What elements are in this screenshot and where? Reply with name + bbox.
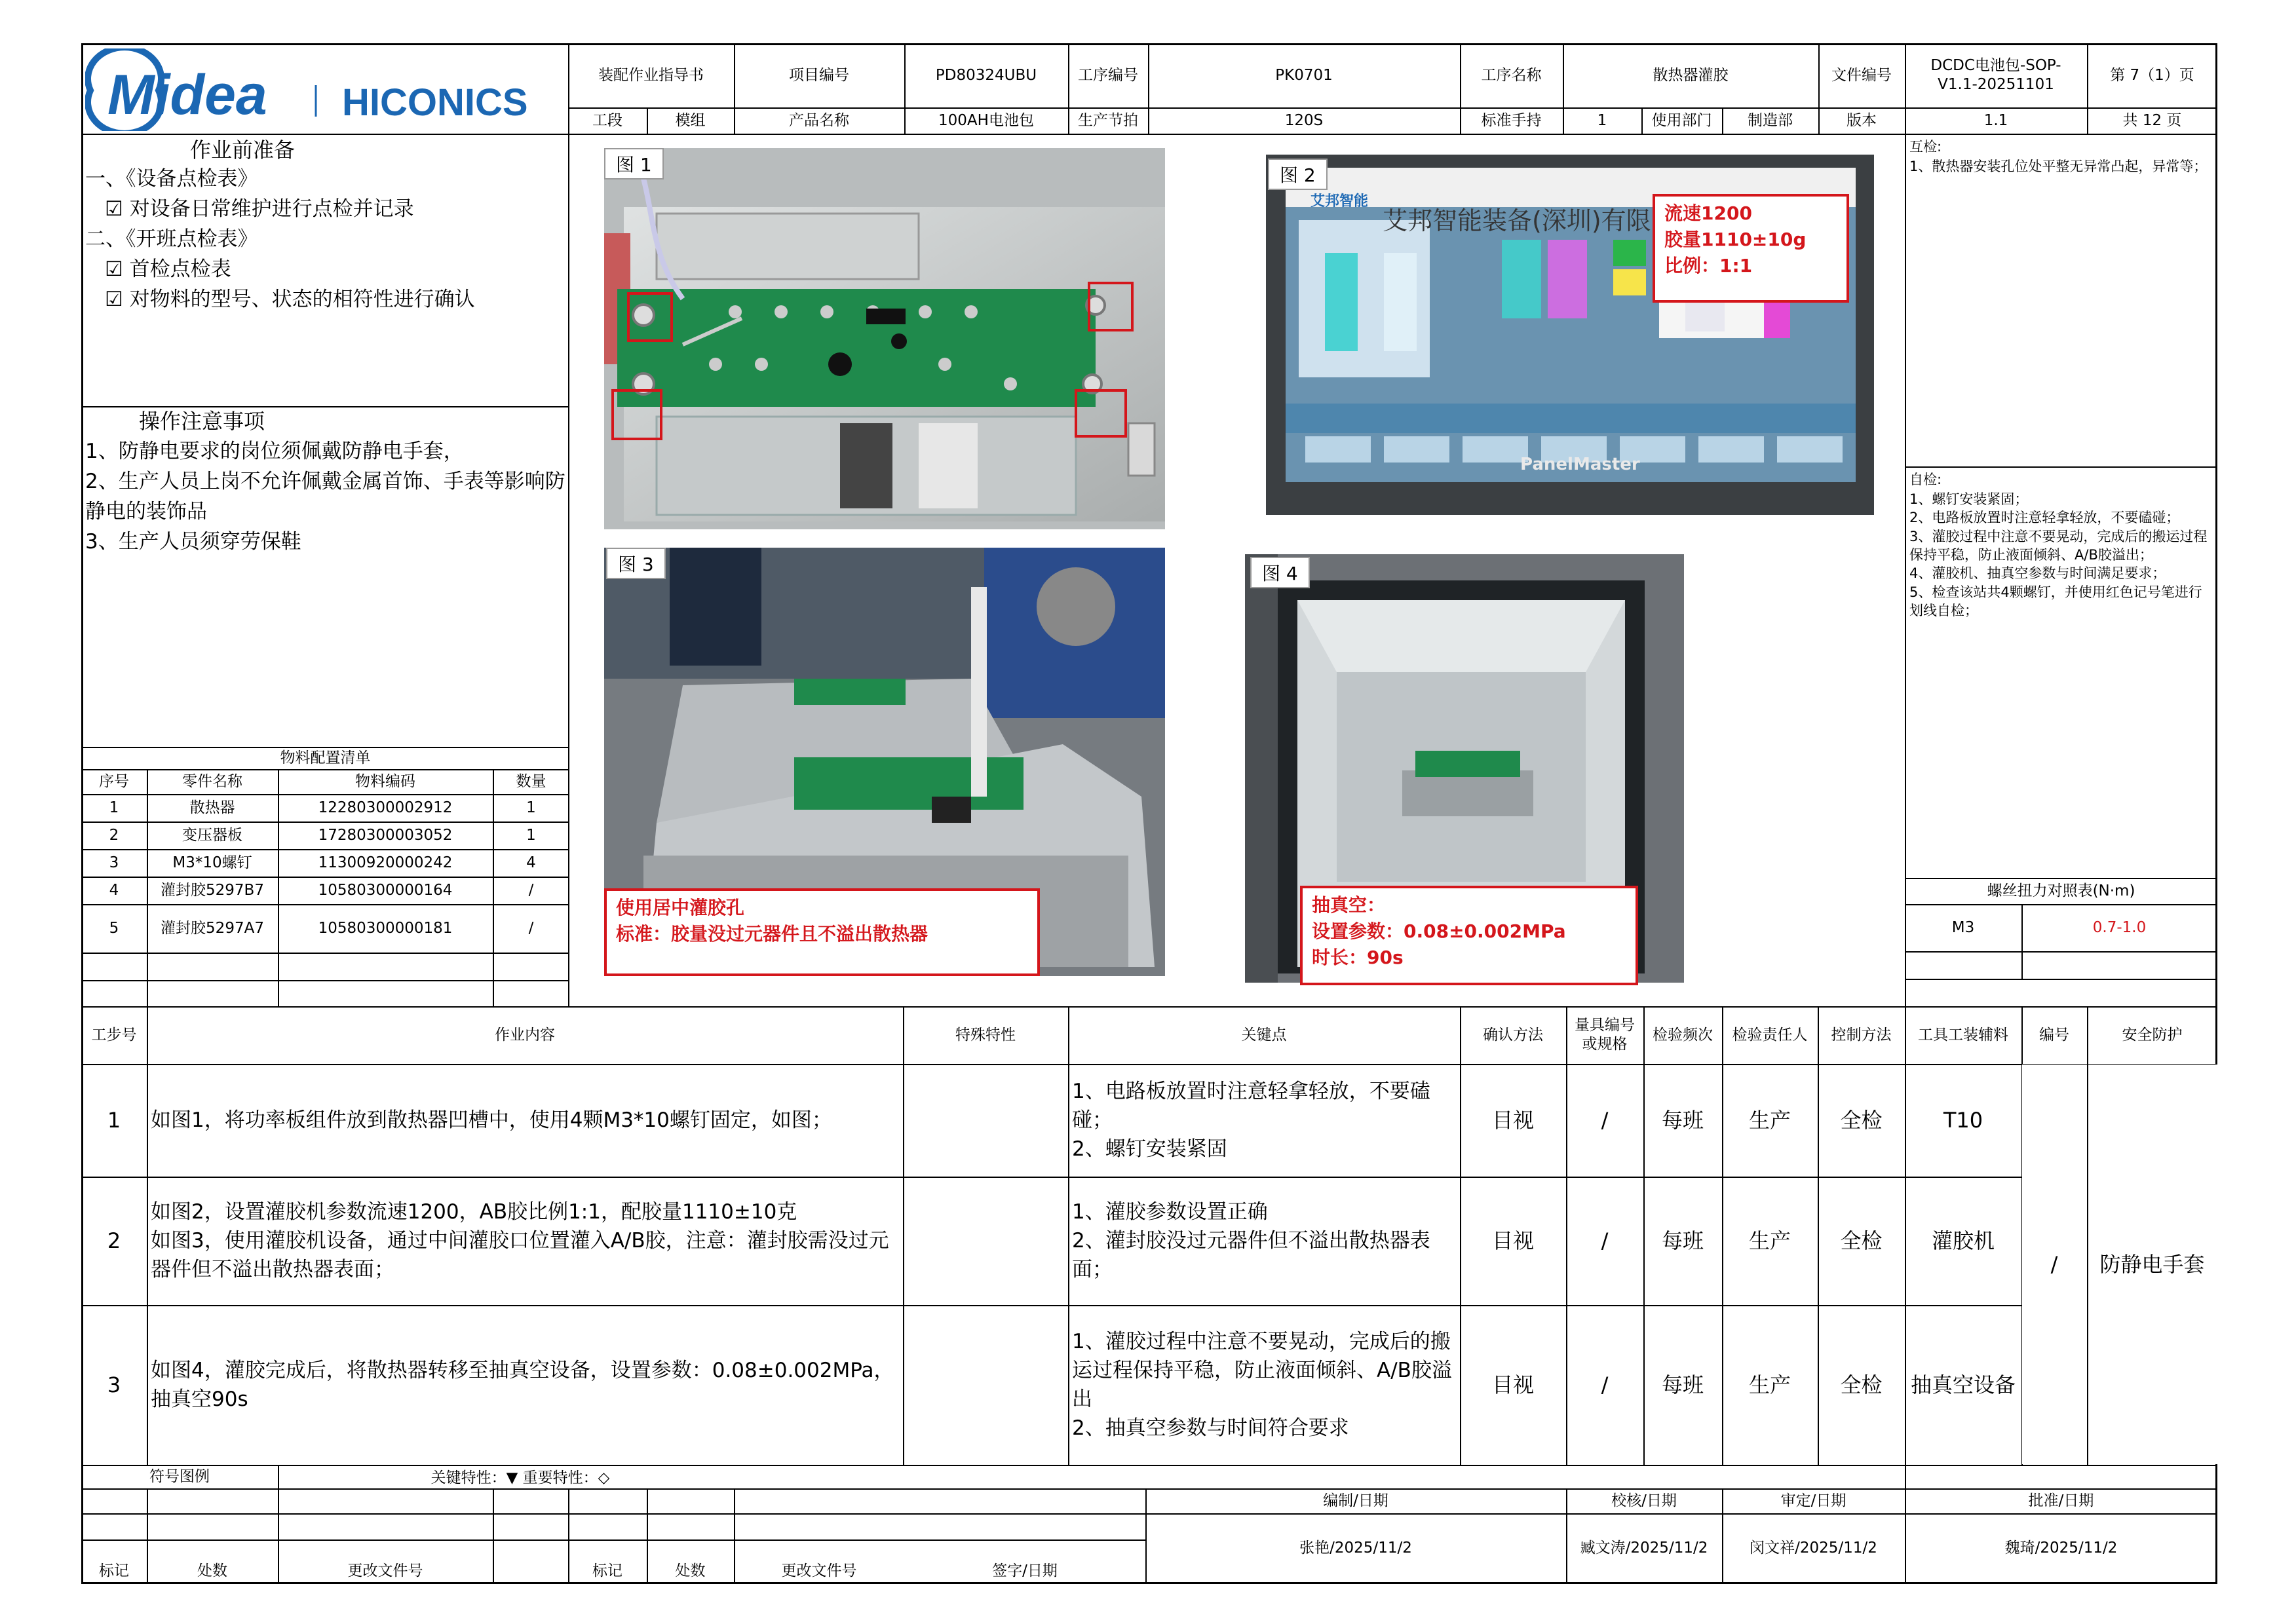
table-cell: 1 — [526, 826, 536, 844]
step-2-content: 如图2，设置灌胶机参数流速1200，AB胶比例1:1，配胶量1110±10克 如图3，使用灌胶机设备，通过中间灌胶口位置灌入A/B胶，注意：灌封胶需没过元器件但不溢出散热器表面； — [151, 1200, 889, 1281]
step-header-special: 特殊特性 — [955, 1026, 1016, 1044]
prep-line-1: 一、《设备点检表》 — [85, 167, 258, 191]
figure-2-label: 图 2 — [1268, 159, 1328, 190]
step-1-content: 如图1，将功率板组件放到散热器凹槽中，使用4颗M3*10螺钉固定，如图； — [151, 1108, 832, 1132]
compiled-label: 编制/日期 — [1323, 1492, 1388, 1509]
step-2-ctrl: 全检 — [1840, 1228, 1883, 1253]
mat-header-name: 零件名称 — [182, 772, 242, 790]
step-3-no: 3 — [107, 1372, 121, 1397]
proc-name-label: 工序名称 — [1481, 66, 1542, 84]
panelmaster-brand: PanelMaster — [1520, 455, 1640, 474]
table-row: 2 — [109, 826, 119, 844]
step-1-key: 1、电路板放置时注意轻拿轻放，不要磕碰； 2、螺钉安装紧固 — [1072, 1080, 1430, 1161]
screw-marker-3 — [611, 389, 662, 440]
table-cell: 灌封胶5297B7 — [161, 881, 264, 899]
takt: 120S — [1284, 111, 1324, 129]
step-3-tool: 抽真空设备 — [1910, 1372, 2016, 1397]
table-cell: 1 — [526, 799, 536, 816]
figure-2-annotation: 流速1200 胶量1110±10g 比例：1:1 — [1653, 194, 1849, 303]
table-cell: 12280300002912 — [318, 799, 453, 816]
approved-label: 批准/日期 — [2028, 1492, 2094, 1509]
step-1-ctrl: 全检 — [1840, 1108, 1883, 1133]
step-1-freq: 每班 — [1661, 1108, 1704, 1133]
file-no: DCDC电池包-SOP-V1.1-20251101 — [1930, 57, 2061, 93]
dept-label: 使用部门 — [1651, 111, 1712, 129]
proc-no-label: 工序编号 — [1078, 66, 1138, 84]
step-header-ctrl: 控制方法 — [1831, 1026, 1892, 1044]
step-3-gauge: / — [1601, 1372, 1609, 1397]
step-header-content: 作业内容 — [495, 1026, 555, 1044]
table-cell: 10580300000181 — [318, 919, 453, 937]
self-check-title: 自检: — [1909, 472, 1942, 487]
mark-label-1: 标记 — [99, 1562, 129, 1579]
step-header-gauge: 量具编号或规格 — [1575, 1017, 1635, 1053]
step-2-key: 1、灌胶参数设置正确 2、灌封胶没过元器件但不溢出散热器表面； — [1072, 1200, 1430, 1281]
table-cell: 散热器 — [189, 799, 235, 816]
step-3-ctrl: 全检 — [1840, 1372, 1883, 1397]
torque-size: M3 — [1951, 918, 1975, 936]
notes-line-1: 1、防静电要求的岗位须佩戴防静电手套， — [85, 440, 464, 463]
table-row: 4 — [109, 881, 119, 899]
notes-title: 操作注意事项 — [139, 409, 265, 434]
table-cell: 17280300003052 — [318, 826, 453, 844]
std-hands-label: 标准手持 — [1481, 111, 1542, 129]
product: 100AH电池包 — [938, 111, 1034, 129]
figure-3-annotation: 使用居中灌胶孔 标准：胶量没过元器件且不溢出散热器 — [604, 888, 1040, 976]
step-3-key: 1、灌胶过程中注意不要晃动，完成后的搬运过程保持平稳，防止液面倾斜、A/B胶溢出 2、抽真空参数与时间符合要求 — [1072, 1330, 1452, 1440]
checked-sign: 臧文涛/2025/11/2 — [1580, 1539, 1708, 1557]
mat-header-no: 序号 — [99, 772, 129, 790]
step-header-safety: 安全防护 — [2122, 1026, 2183, 1044]
step-1-no: 1 — [107, 1108, 121, 1133]
step-header-resp: 检验责任人 — [1732, 1026, 1808, 1044]
step-3-method: 目视 — [1491, 1372, 1534, 1397]
figure-1-photo — [604, 148, 1165, 529]
screw-marker-2 — [1088, 282, 1134, 331]
figure-4-label: 图 4 — [1250, 557, 1310, 588]
step-3-content: 如图4，灌胶完成后，将散热器转移至抽真空设备，设置参数：0.08±0.002MPa，抽真空90s — [151, 1359, 894, 1411]
shared-id: / — [2050, 1252, 2058, 1277]
shared-safety: 防静电手套 — [2099, 1252, 2205, 1277]
file-no-label: 文件编号 — [1831, 66, 1892, 84]
figure-3-label: 图 3 — [606, 548, 666, 579]
doc-type: 装配作业指导书 — [598, 66, 704, 84]
step-1-tool: T10 — [1943, 1108, 1983, 1133]
compiled-sign: 张艳/2025/11/2 — [1299, 1539, 1412, 1557]
prep-line-3: 二、《开班点检表》 — [85, 227, 258, 251]
table-cell: 4 — [526, 854, 536, 871]
svg-text:Midea: Midea — [107, 64, 267, 126]
table-row: 1 — [109, 799, 119, 816]
screw-marker-1 — [627, 292, 673, 342]
materials-title: 物料配置清单 — [280, 749, 371, 766]
reviewed-label: 审定/日期 — [1780, 1492, 1846, 1509]
table-cell: 灌封胶5297A7 — [161, 919, 264, 937]
screen-brand: 艾邦智能 — [1311, 193, 1369, 210]
total-pages: 共 12 页 — [2122, 111, 2182, 129]
mat-header-qty: 数量 — [516, 772, 546, 790]
table-cell: 变压器板 — [182, 826, 242, 844]
table-cell: 10580300000164 — [318, 881, 453, 899]
torque-title: 螺丝扭力对照表(N·m) — [1987, 882, 2135, 899]
table-cell: / — [528, 881, 534, 899]
midea-logo — [85, 48, 570, 131]
step-2-no: 2 — [107, 1228, 121, 1253]
approved-sign: 魏琦/2025/11/2 — [2004, 1539, 2118, 1557]
step-2-resp: 生产 — [1748, 1228, 1791, 1253]
svg-text:HICONICS: HICONICS — [342, 81, 528, 124]
prep-line-4: ☑ 首检点检表 — [105, 257, 231, 281]
page-number: 第 7（1）页 — [2110, 66, 2194, 84]
prep-line-2: ☑ 对设备日常维护进行点检并记录 — [105, 197, 414, 221]
section: 模组 — [675, 111, 706, 129]
takt-label: 生产节拍 — [1078, 111, 1138, 129]
step-header-tool: 工具工装辅料 — [1918, 1026, 2008, 1044]
step-2-gauge: / — [1601, 1228, 1609, 1253]
step-header-no: 工步号 — [91, 1026, 137, 1044]
table-cell: M3*10螺钉 — [172, 854, 252, 871]
screen-title: 艾邦智能装备(深圳)有限 — [1383, 206, 1651, 235]
step-3-resp: 生产 — [1748, 1372, 1791, 1397]
prep-title: 作业前准备 — [190, 138, 296, 162]
step-1-resp: 生产 — [1748, 1108, 1791, 1133]
step-1-method: 目视 — [1491, 1108, 1534, 1133]
notes-line-3: 3、生产人员须穿劳保鞋 — [85, 530, 301, 554]
legend: 关键特性：▼ 重要特性：◇ — [430, 1469, 610, 1486]
step-header-key: 关键点 — [1241, 1026, 1287, 1044]
proj-no: PD80324UBU — [935, 66, 1037, 84]
step-header-id: 编号 — [2039, 1026, 2069, 1044]
torque-value: 0.7-1.0 — [2092, 918, 2147, 936]
checked-label: 校核/日期 — [1611, 1492, 1677, 1509]
proc-no: PK0701 — [1275, 66, 1333, 84]
screw-marker-4 — [1075, 389, 1127, 438]
step-2-freq: 每班 — [1661, 1228, 1704, 1253]
table-row: 3 — [109, 854, 119, 871]
table-row: 5 — [109, 919, 119, 937]
figure-4-annotation: 抽真空： 设置参数：0.08±0.002MPa 时长：90s — [1300, 886, 1638, 985]
table-cell: 11300920000242 — [318, 854, 453, 871]
proj-no-label: 项目编号 — [789, 66, 849, 84]
reviewed-sign: 闵文祥/2025/11/2 — [1750, 1539, 1877, 1557]
place-label-2: 处数 — [675, 1562, 706, 1579]
table-cell: / — [528, 919, 534, 937]
step-header-freq: 检验频次 — [1653, 1026, 1713, 1044]
change-no-label-2: 更改文件号 — [781, 1562, 857, 1579]
legend-label: 符号图例 — [149, 1467, 210, 1485]
section-label: 工段 — [592, 111, 622, 129]
mutual-check-text: 1、散热器安装孔位处平整无异常凸起，异常等； — [1909, 159, 2208, 174]
pcb-heatsink-illustration — [604, 148, 1165, 529]
product-label: 产品名称 — [789, 111, 849, 129]
notes-line-2: 2、生产人员上岗不允许佩戴金属首饰、手表等影响防静电的装饰品 — [85, 470, 565, 523]
midea-logo-icon — [85, 48, 570, 131]
place-label-1: 处数 — [197, 1562, 227, 1579]
version: 1.1 — [1983, 111, 2008, 129]
std-hands: 1 — [1597, 111, 1607, 129]
step-3-freq: 每班 — [1661, 1372, 1704, 1397]
mat-header-code: 物料编码 — [355, 772, 415, 790]
mark-label-2: 标记 — [592, 1562, 622, 1579]
dept: 制造部 — [1748, 111, 1793, 129]
prep-line-5: ☑ 对物料的型号、状态的相符性进行确认 — [105, 288, 475, 311]
step-1-gauge: / — [1601, 1108, 1609, 1133]
self-check-text: 1、螺钉安装紧固； 2、电路板放置时注意轻拿轻放，不要磕碰； 3、灌胶过程中注意不要晃动，完成后的搬运过程保持平稳，防止液面倾斜、A/B胶溢出； 4、灌胶机、抽真空参数与时间满足要求； 5、检查该站共4颗螺钉，并使用红色记号笔进行划线自检； — [1909, 491, 2208, 619]
step-2-tool: 灌胶机 — [1931, 1228, 1995, 1253]
step-2-method: 目视 — [1491, 1228, 1534, 1253]
step-header-method: 确认方法 — [1483, 1026, 1543, 1044]
proc-name: 散热器灌胶 — [1653, 66, 1729, 84]
version-label: 版本 — [1846, 111, 1877, 129]
change-no-label-1: 更改文件号 — [347, 1562, 423, 1579]
figure-1-label: 图 1 — [604, 148, 664, 179]
sign-date-label: 签字/日期 — [992, 1562, 1058, 1579]
mutual-check-title: 互检: — [1909, 139, 1942, 155]
